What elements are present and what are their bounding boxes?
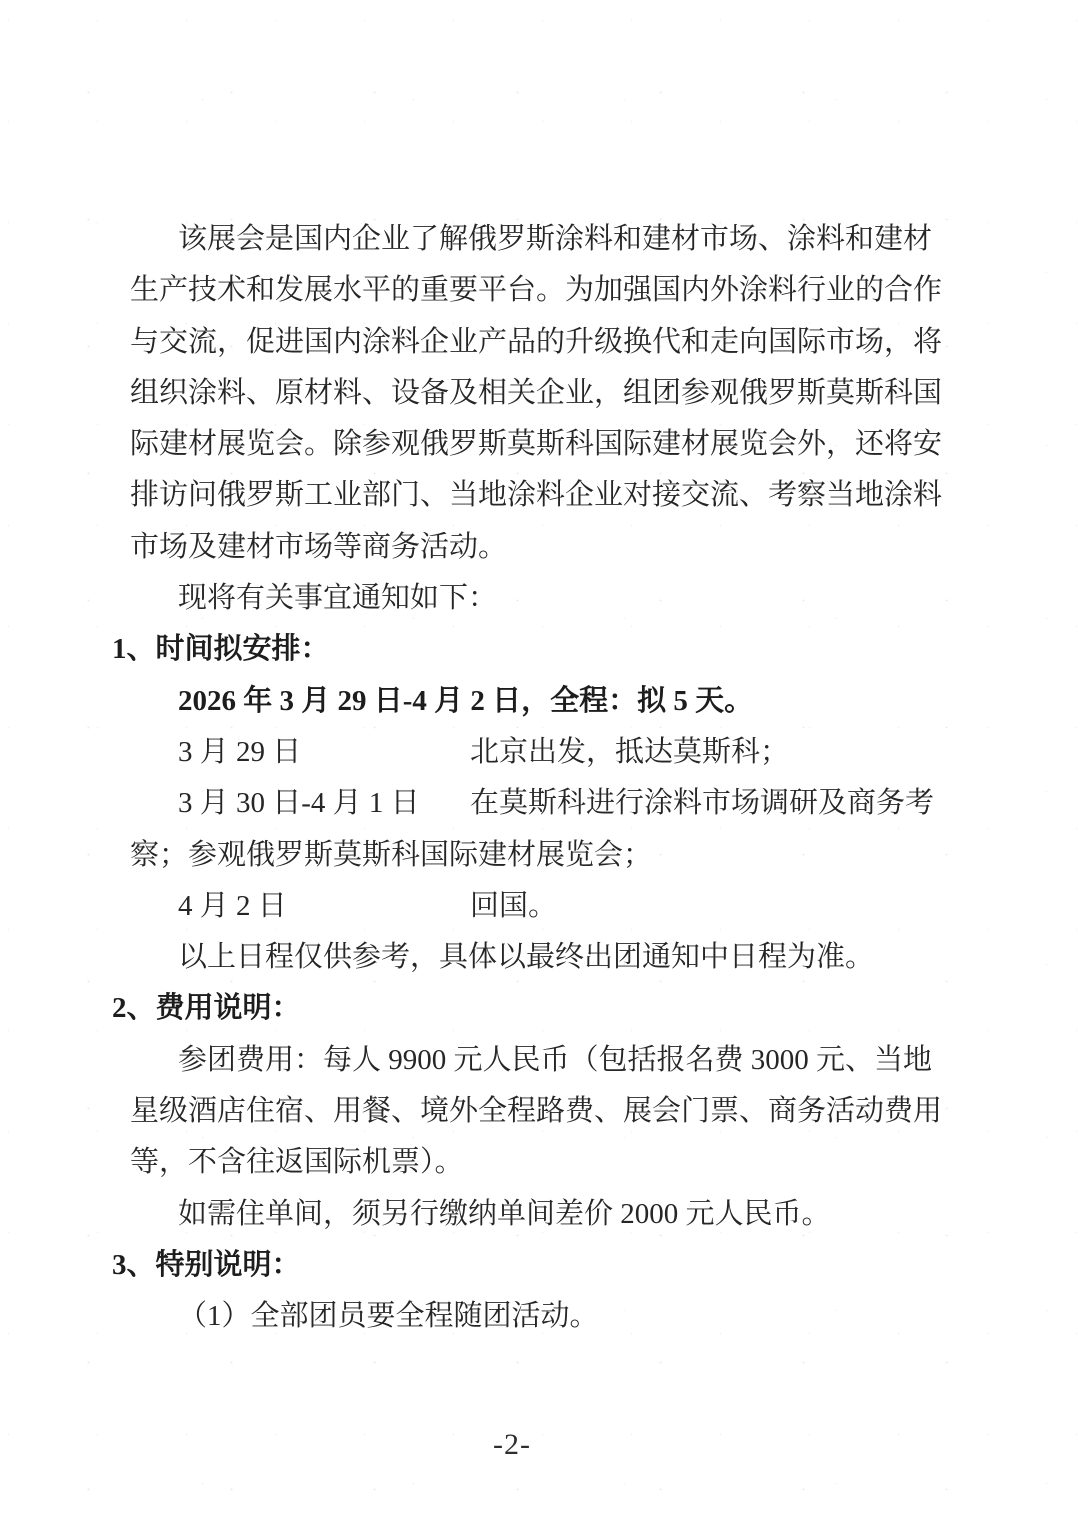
schedule-row bbox=[130, 881, 950, 932]
schedule-activity: 回国。 bbox=[470, 889, 558, 922]
schedule-activity: 北京出发，抵达莫斯科； bbox=[470, 735, 790, 768]
schedule-note: 以上日程仅供参考，具体以最终出团通知中日程为准。 bbox=[178, 941, 875, 974]
section-3-heading: 3、特别说明： bbox=[112, 1248, 301, 1281]
section-1-heading: 1、时间拟安排： bbox=[112, 633, 330, 666]
schedule-date: 3 月 29 日 bbox=[178, 735, 302, 768]
intro-paragraph: 该展会是国内企业了解俄罗斯涂料和建材市场、涂料和建材生产技术和发展水平的重要平台。为加强国内外涂料行业的合作与交流，促进国内涂料企业产品的升级换代和走向国际市场，将组织涂料、原材料、设备及相关企业，组团参观俄罗斯莫斯科国际建材展览会。除参观俄罗斯莫斯科国际建材展览会外，还将安排访问俄罗斯工业部门、当地涂料企业对接交流、考察当地涂料市场及建材市场等商务活动。 bbox=[130, 223, 943, 563]
document-body bbox=[112, 214, 950, 1343]
notice-lead: 现将有关事宜通知如下： bbox=[178, 582, 498, 615]
schedule-row bbox=[130, 727, 950, 778]
fees-paragraph: 参团费用：每人 9900 元人民币（包括报名费 3000 元、当地星级酒店住宿、用餐、境外全程路费、展会门票、商务活动费用等，不含往返国际机票）。 bbox=[130, 1043, 943, 1179]
schedule-date: 3 月 30 日-4 月 1 日 bbox=[178, 787, 420, 820]
schedule-summary: 2026 年 3 月 29 日-4 月 2 日，全程：拟 5 天。 bbox=[178, 684, 754, 717]
section-2-heading: 2、费用说明： bbox=[112, 992, 301, 1025]
schedule-row bbox=[130, 778, 950, 881]
schedule-activity: 在莫斯科进行涂料市场调研及商务考察；参观俄罗斯莫斯科国际建材展览会； bbox=[130, 787, 935, 871]
schedule-date: 4 月 2 日 bbox=[178, 889, 287, 922]
single-room-paragraph: 如需住单间，须另行缴纳单间差价 2000 元人民币。 bbox=[178, 1197, 831, 1230]
special-note-paragraph: （1）全部团员要全程随团活动。 bbox=[178, 1300, 599, 1333]
page-number: -2- bbox=[493, 1428, 531, 1461]
